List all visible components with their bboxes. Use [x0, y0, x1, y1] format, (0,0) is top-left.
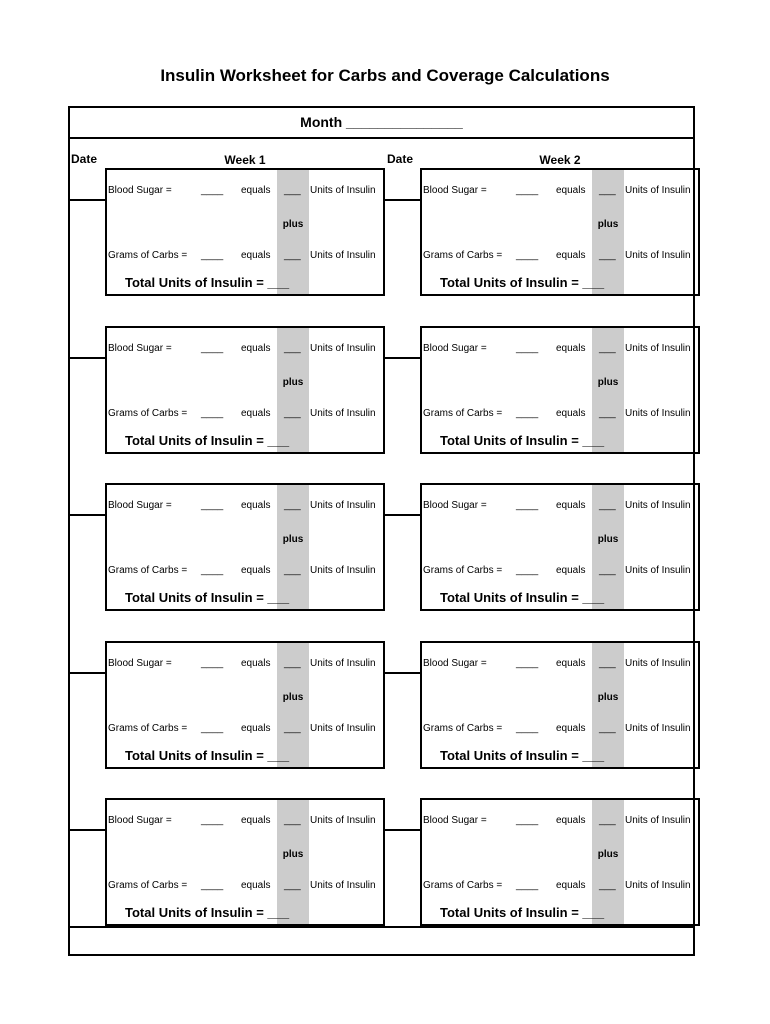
- units-label: Units of Insulin: [310, 815, 376, 826]
- blood-sugar-blank[interactable]: ____: [516, 185, 539, 196]
- units-blank[interactable]: ___: [599, 815, 616, 826]
- entry-box-week1-row4: [105, 641, 385, 769]
- total-units-label[interactable]: Total Units of Insulin = ___: [125, 275, 290, 290]
- grams-carbs-label: Grams of Carbs =: [108, 408, 188, 419]
- units-label: Units of Insulin: [310, 723, 376, 734]
- date-connector: [68, 514, 105, 516]
- units-blank[interactable]: ___: [599, 658, 616, 669]
- units-blank[interactable]: ___: [284, 343, 301, 354]
- units-blank[interactable]: ___: [599, 408, 616, 419]
- units-label: Units of Insulin: [310, 658, 376, 669]
- grams-carbs-label: Grams of Carbs =: [423, 408, 503, 419]
- blood-sugar-blank[interactable]: ____: [516, 815, 539, 826]
- grams-carbs-label: Grams of Carbs =: [423, 565, 503, 576]
- grams-carbs-blank[interactable]: ____: [516, 565, 539, 576]
- blood-sugar-blank[interactable]: ____: [201, 185, 224, 196]
- blood-sugar-label: Blood Sugar =: [423, 815, 487, 826]
- date-connector: [68, 357, 105, 359]
- month-field[interactable]: Month _______________: [300, 114, 463, 130]
- units-blank[interactable]: ___: [284, 185, 301, 196]
- week2-label: Week 2: [539, 153, 581, 167]
- equals-label: equals: [241, 815, 271, 826]
- equals-label: equals: [241, 408, 271, 419]
- units-blank[interactable]: ___: [284, 815, 301, 826]
- units-label: Units of Insulin: [310, 880, 376, 891]
- entry-box-week2-row1: [420, 168, 700, 296]
- total-units-label[interactable]: Total Units of Insulin = ___: [125, 433, 290, 448]
- date-connector: [385, 357, 420, 359]
- grams-carbs-blank[interactable]: ____: [201, 723, 224, 734]
- date-label-week1: Date: [71, 152, 98, 166]
- units-blank[interactable]: ___: [599, 343, 616, 354]
- date-connector: [68, 199, 105, 201]
- total-units-label[interactable]: Total Units of Insulin = ___: [440, 590, 605, 605]
- blood-sugar-label: Blood Sugar =: [108, 658, 172, 669]
- equals-label: equals: [556, 815, 586, 826]
- grams-carbs-label: Grams of Carbs =: [108, 565, 188, 576]
- date-connector: [385, 199, 420, 201]
- units-blank[interactable]: ___: [284, 500, 301, 511]
- entry-box-week2-row4: [420, 641, 700, 769]
- date-connector: [385, 672, 420, 674]
- blood-sugar-blank[interactable]: ____: [201, 658, 224, 669]
- grams-carbs-blank[interactable]: ____: [201, 250, 224, 261]
- entry-box-week2-row2: [420, 326, 700, 454]
- grams-carbs-blank[interactable]: ____: [516, 723, 539, 734]
- blood-sugar-label: Blood Sugar =: [108, 343, 172, 354]
- grams-carbs-blank[interactable]: ____: [201, 408, 224, 419]
- blood-sugar-blank[interactable]: ____: [516, 500, 539, 511]
- equals-label: equals: [556, 185, 586, 196]
- blood-sugar-blank[interactable]: ____: [201, 343, 224, 354]
- units-label: Units of Insulin: [625, 408, 691, 419]
- units-label: Units of Insulin: [625, 343, 691, 354]
- grams-carbs-label: Grams of Carbs =: [108, 250, 188, 261]
- units-label: Units of Insulin: [310, 565, 376, 576]
- grams-carbs-blank[interactable]: ____: [516, 408, 539, 419]
- entry-box-week1-row1: [105, 168, 385, 296]
- plus-label: plus: [282, 219, 304, 230]
- equals-label: equals: [241, 658, 271, 669]
- grams-carbs-blank[interactable]: ____: [201, 565, 224, 576]
- entry-box-week2-row5: [420, 798, 700, 926]
- total-units-label[interactable]: Total Units of Insulin = ___: [440, 748, 605, 763]
- units-label: Units of Insulin: [625, 250, 691, 261]
- date-connector: [385, 829, 420, 831]
- units-label: Units of Insulin: [625, 658, 691, 669]
- plus-label: plus: [597, 849, 619, 860]
- units-label: Units of Insulin: [625, 815, 691, 826]
- grams-carbs-label: Grams of Carbs =: [108, 880, 188, 891]
- month-divider: [68, 137, 695, 139]
- week1-label: Week 1: [224, 153, 266, 167]
- blood-sugar-blank[interactable]: ____: [516, 658, 539, 669]
- total-units-label[interactable]: Total Units of Insulin = ___: [440, 905, 605, 920]
- equals-label: equals: [556, 343, 586, 354]
- plus-label: plus: [597, 534, 619, 545]
- units-blank[interactable]: ___: [599, 185, 616, 196]
- grams-carbs-blank[interactable]: ____: [516, 880, 539, 891]
- units-label: Units of Insulin: [625, 185, 691, 196]
- equals-label: equals: [556, 658, 586, 669]
- units-label: Units of Insulin: [625, 565, 691, 576]
- equals-label: equals: [241, 185, 271, 196]
- plus-label: plus: [597, 692, 619, 703]
- plus-label: plus: [597, 219, 619, 230]
- blood-sugar-blank[interactable]: ____: [201, 815, 224, 826]
- blood-sugar-blank[interactable]: ____: [201, 500, 224, 511]
- grams-carbs-label: Grams of Carbs =: [423, 880, 503, 891]
- units-label: Units of Insulin: [310, 500, 376, 511]
- units-blank[interactable]: ___: [599, 880, 616, 891]
- units-label: Units of Insulin: [310, 250, 376, 261]
- blood-sugar-label: Blood Sugar =: [423, 500, 487, 511]
- plus-label: plus: [282, 849, 304, 860]
- units-blank[interactable]: ___: [284, 880, 301, 891]
- date-connector: [385, 514, 420, 516]
- units-label: Units of Insulin: [625, 500, 691, 511]
- entry-box-week1-row3: [105, 483, 385, 611]
- equals-label: equals: [556, 723, 586, 734]
- equals-label: equals: [556, 250, 586, 261]
- equals-label: equals: [556, 880, 586, 891]
- equals-label: equals: [241, 723, 271, 734]
- plus-label: plus: [597, 377, 619, 388]
- units-blank[interactable]: ___: [284, 408, 301, 419]
- date-label-week2: Date: [387, 152, 414, 166]
- blood-sugar-label: Blood Sugar =: [423, 343, 487, 354]
- plus-label: plus: [282, 377, 304, 388]
- grams-carbs-blank[interactable]: ____: [516, 250, 539, 261]
- entry-box-week1-row2: [105, 326, 385, 454]
- units-label: Units of Insulin: [625, 723, 691, 734]
- grams-carbs-label: Grams of Carbs =: [423, 723, 503, 734]
- total-units-label[interactable]: Total Units of Insulin = ___: [125, 748, 290, 763]
- equals-label: equals: [241, 880, 271, 891]
- total-units-label[interactable]: Total Units of Insulin = ___: [440, 433, 605, 448]
- total-units-label[interactable]: Total Units of Insulin = ___: [125, 905, 290, 920]
- equals-label: equals: [241, 565, 271, 576]
- entry-box-week1-row5: [105, 798, 385, 926]
- date-connector: [68, 672, 105, 674]
- blood-sugar-label: Blood Sugar =: [108, 500, 172, 511]
- page-title: Insulin Worksheet for Carbs and Coverage Calculations: [160, 66, 610, 85]
- entry-box-week2-row3: [420, 483, 700, 611]
- bottom-divider: [68, 926, 695, 928]
- grams-carbs-blank[interactable]: ____: [201, 880, 224, 891]
- units-label: Units of Insulin: [625, 880, 691, 891]
- units-label: Units of Insulin: [310, 408, 376, 419]
- plus-label: plus: [282, 692, 304, 703]
- units-blank[interactable]: ___: [284, 723, 301, 734]
- equals-label: equals: [556, 408, 586, 419]
- equals-label: equals: [556, 500, 586, 511]
- units-blank[interactable]: ___: [284, 658, 301, 669]
- units-blank[interactable]: ___: [599, 250, 616, 261]
- units-blank[interactable]: ___: [284, 565, 301, 576]
- plus-label: plus: [282, 534, 304, 545]
- equals-label: equals: [241, 250, 271, 261]
- blood-sugar-label: Blood Sugar =: [108, 185, 172, 196]
- equals-label: equals: [241, 500, 271, 511]
- blood-sugar-blank[interactable]: ____: [516, 343, 539, 354]
- date-connector: [68, 829, 105, 831]
- units-blank[interactable]: ___: [599, 565, 616, 576]
- total-units-label[interactable]: Total Units of Insulin = ___: [125, 590, 290, 605]
- equals-label: equals: [241, 343, 271, 354]
- blood-sugar-label: Blood Sugar =: [108, 815, 172, 826]
- grams-carbs-label: Grams of Carbs =: [423, 250, 503, 261]
- blood-sugar-label: Blood Sugar =: [423, 658, 487, 669]
- units-blank[interactable]: ___: [284, 250, 301, 261]
- total-units-label[interactable]: Total Units of Insulin = ___: [440, 275, 605, 290]
- units-label: Units of Insulin: [310, 185, 376, 196]
- equals-label: equals: [556, 565, 586, 576]
- units-blank[interactable]: ___: [599, 723, 616, 734]
- blood-sugar-label: Blood Sugar =: [423, 185, 487, 196]
- units-blank[interactable]: ___: [599, 500, 616, 511]
- units-label: Units of Insulin: [310, 343, 376, 354]
- grams-carbs-label: Grams of Carbs =: [108, 723, 188, 734]
